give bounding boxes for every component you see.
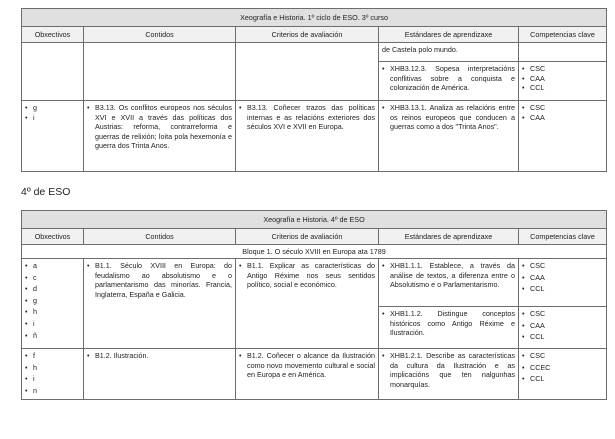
list-item: • CCL [522, 374, 603, 384]
list-item: • n [25, 386, 80, 396]
competencias-cell [519, 349, 607, 400]
contidos-cell [84, 101, 236, 172]
list-item: • B3.13. Coñecer trazos das políticas internas e as relacións exteriores dos séculos XVI e XVII en Europa. [239, 103, 375, 132]
list-item: • h [25, 363, 80, 373]
estandares-cell [379, 62, 519, 101]
list-item: • B1.1. Século XVIII en Europa: do feudalismo ao absolutismo e o parlamentarismo das minorías. Francia, Inglaterra, España e Galicia. [87, 261, 232, 299]
obxectivos-cell [22, 101, 84, 172]
table-title: Xeografía e Historia. 1º ciclo de ESO. 3º curso [22, 9, 607, 27]
obxectivos-cell [22, 43, 84, 101]
list-item: • XHB1.1.2. Distingue conceptos históricos como Antigo Réxime e Ilustración. [382, 309, 515, 338]
list-item: • g [25, 103, 80, 113]
list-item: • ñ [25, 331, 80, 341]
list-item: • CCL [522, 332, 603, 342]
list-item: • f [25, 351, 80, 361]
list-item: • a [25, 261, 80, 271]
list-item: • CCEC [522, 363, 603, 373]
estandares-cell [379, 307, 519, 349]
header-criterios: Criterios de avaliación [236, 27, 379, 43]
list-item: • CSC [522, 103, 603, 113]
estandares-cell [379, 349, 519, 400]
competencias-cell [519, 62, 607, 101]
header-obxectivos: Obxectivos [22, 229, 84, 245]
list-item: • CAA [522, 273, 603, 283]
header-competencias: Competencias clave [519, 27, 607, 43]
list-item: • h [25, 307, 80, 317]
header-competencias: Competencias clave [519, 229, 607, 245]
header-obxectivos: Obxectivos [22, 27, 84, 43]
list-item: • CSC [522, 309, 603, 319]
estandares-cell [379, 259, 519, 307]
contidos-cell [84, 349, 236, 400]
list-item: • d [25, 284, 80, 294]
estandares-cell [379, 101, 519, 172]
list-item: • CSC [522, 261, 603, 271]
list-item: • B1.2. Coñecer o alcance da Ilustración como novo movemento cultural e social en Europa e en América. [239, 351, 375, 380]
header-contidos: Contidos [84, 27, 236, 43]
list-item: • B1.2. Ilustración. [87, 351, 232, 361]
list-item: • i [25, 319, 80, 329]
block-heading: Bloque 1. O século XVIII en Europa ata 1789 [22, 245, 607, 259]
list-item: • B1.1. Explicar as características do Antigo Réxime nos seus sentidos político, social e económico. [239, 261, 375, 290]
header-criterios: Criterios de avaliación [236, 229, 379, 245]
curriculum-table-4th-year [21, 210, 607, 400]
competencias-cell [519, 101, 607, 172]
contidos-cell [84, 43, 236, 101]
table-row [22, 43, 607, 62]
list-item: • XHB1.2.1. Describe as características da cultura da Ilustración e as implicacións que ten nalgunhas monarquías. [382, 351, 515, 389]
criterios-cell [236, 43, 379, 101]
list-item: • i [25, 113, 80, 123]
table-row [22, 349, 607, 400]
list-item: • c [25, 273, 80, 283]
header-estandares: Estándares de aprendizaxe [379, 27, 519, 43]
list-item: • CAA [522, 113, 603, 123]
list-item: • XHB1.1.1. Establece, a través da análise de textos, a diferenza entre o Absolutismo e o Parlamentarismo. [382, 261, 515, 290]
table-row [22, 101, 607, 172]
list-item: • CAA [522, 321, 603, 331]
curriculum-table-3rd-year [21, 8, 607, 172]
obxectivos-cell [22, 259, 84, 349]
table-row [22, 259, 607, 307]
criterios-cell [236, 259, 379, 349]
criterios-cell [236, 101, 379, 172]
header-estandares: Estándares de aprendizaxe [379, 229, 519, 245]
competencias-cell [519, 259, 607, 307]
list-item: • B3.13. Os conflitos europeos nos séculos XVI e XVII a través das políticas dos Austrias: reforma, contrarreforma e guerras de relixión; loita pola hexemonía e guerra dos Trinta Anos. [87, 103, 232, 151]
list-item: • XHB3.12.3. Sopesa interpretacións conflitivas sobre a conquista e colonización de América. [382, 64, 515, 93]
obxectivos-cell [22, 349, 84, 400]
header-contidos: Contidos [84, 229, 236, 245]
list-item: • XHB3.13.1. Analiza as relacións entre os reinos europeos que conducen a guerras como a dos "Trinta Anos". [382, 103, 515, 132]
list-item: • CCL [522, 83, 603, 93]
table-title: Xeografía e Historia. 4º de ESO [22, 211, 607, 229]
contidos-cell [84, 259, 236, 349]
criterios-cell [236, 349, 379, 400]
estandares-cell: de Castela polo mundo. [379, 43, 519, 62]
list-item: • g [25, 296, 80, 306]
competencias-cell [519, 43, 607, 62]
competencias-cell [519, 307, 607, 349]
list-item: • CAA [522, 74, 603, 84]
list-item: • CSC [522, 64, 603, 74]
section-heading: 4º de ESO [21, 186, 71, 198]
list-item: • CSC [522, 351, 603, 361]
list-item: • i [25, 374, 80, 384]
list-item: • CCL [522, 284, 603, 294]
